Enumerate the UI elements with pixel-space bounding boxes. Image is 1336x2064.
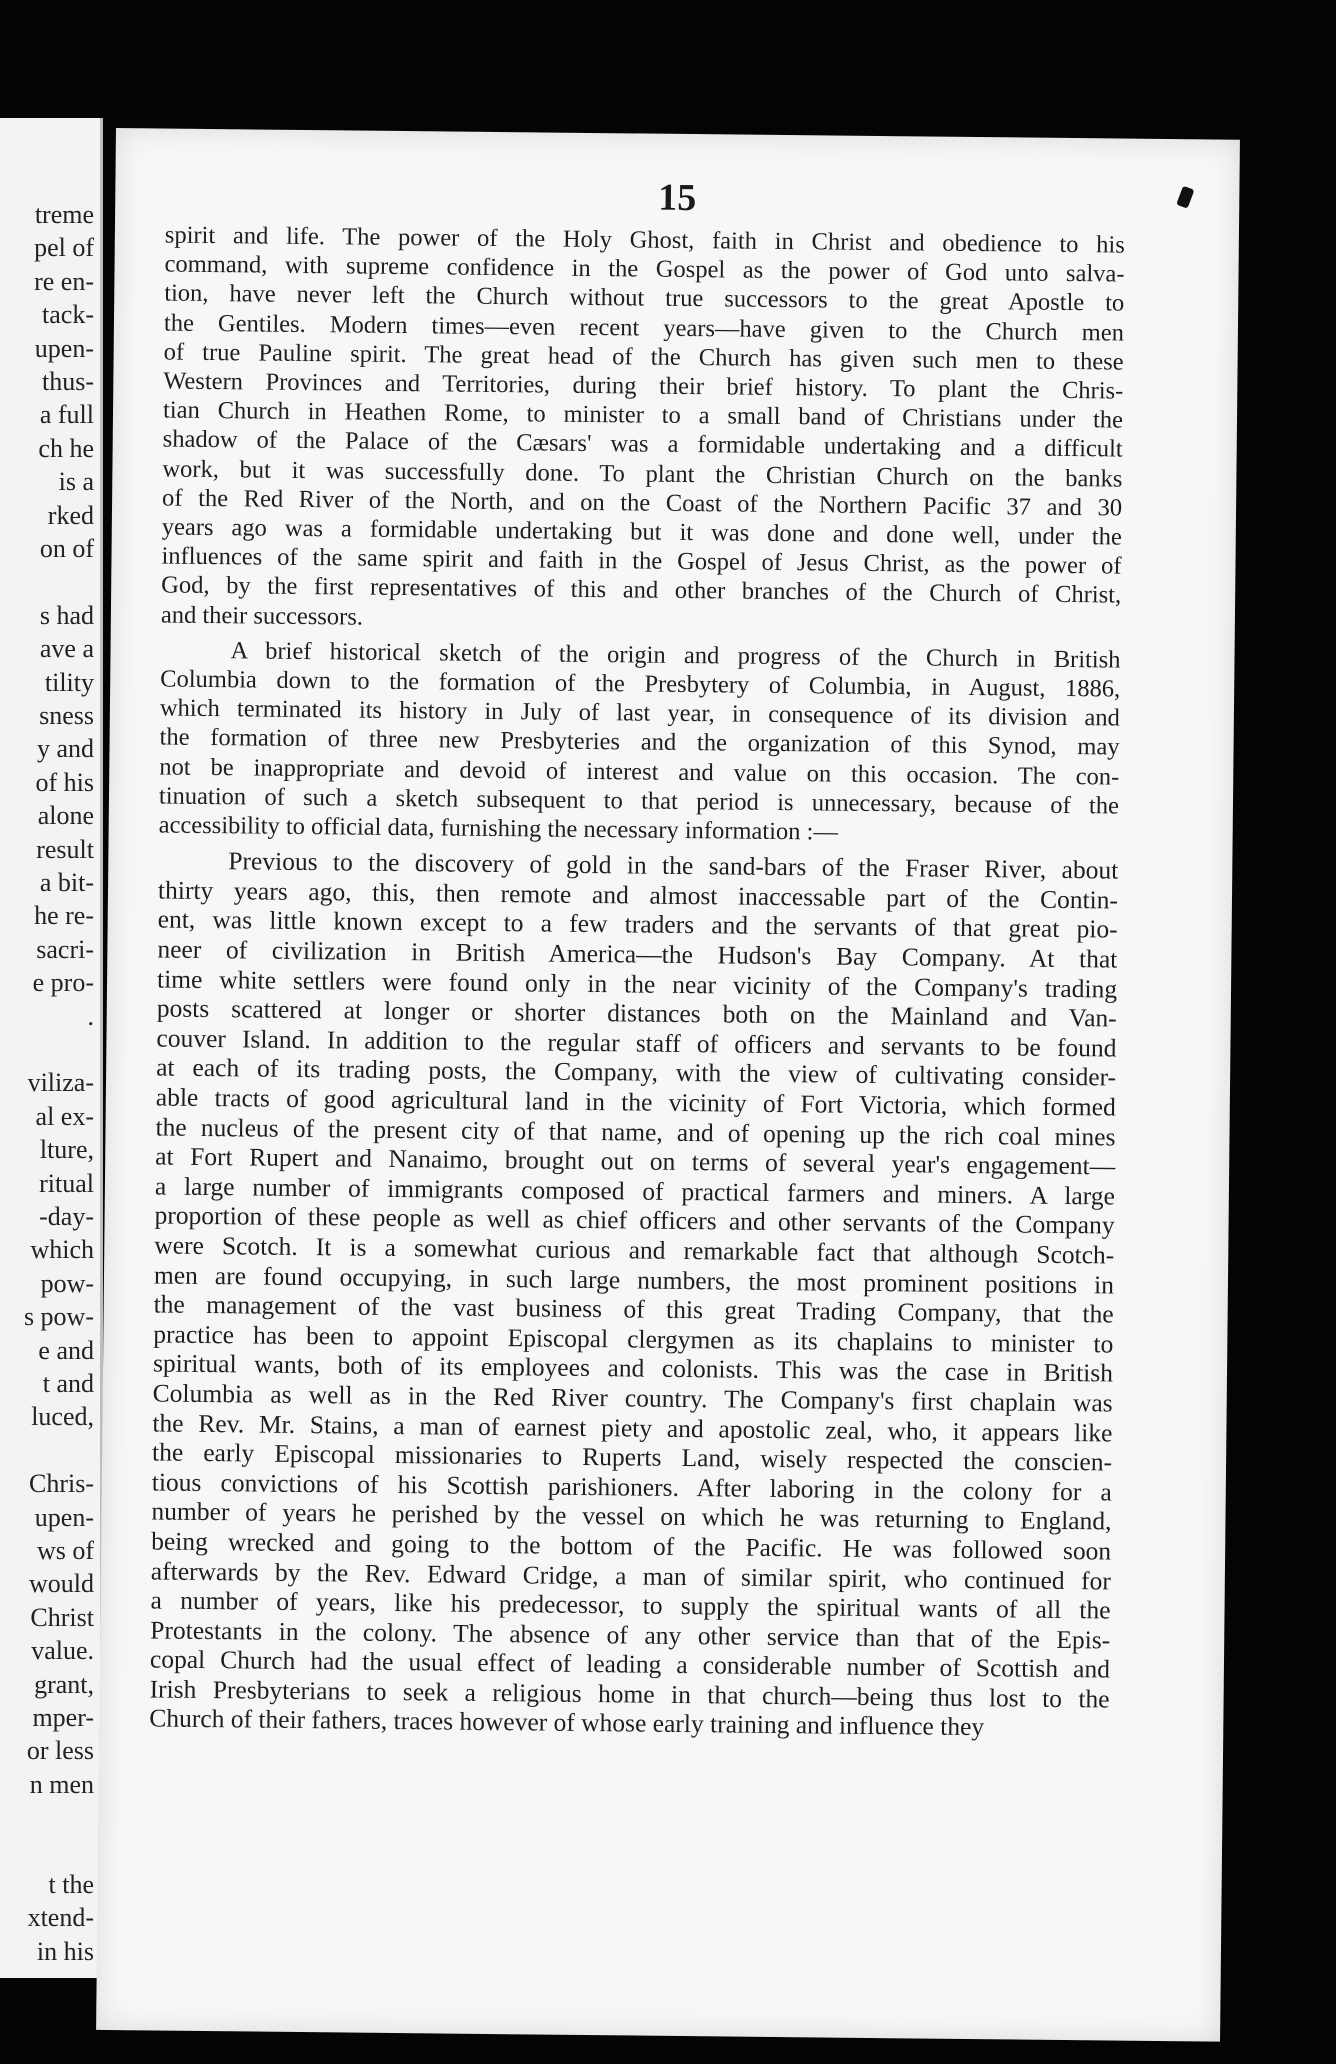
facing-page-fragment: on of bbox=[39, 534, 94, 563]
facing-page-fragment: would bbox=[29, 1569, 94, 1599]
facing-page-fragment: upen- bbox=[34, 1502, 94, 1532]
facing-page-fragment: n men bbox=[29, 1769, 94, 1799]
text-line: spiritual wants, both of its employees and colonists. This was the case in British bbox=[152, 1348, 1114, 1388]
text-line: couver Island. In addition to the regular staff of officers and servants to be found bbox=[156, 1023, 1117, 1063]
facing-page-fragment: a bit- bbox=[39, 868, 94, 897]
text-line: spirit and life. The power of the Holy Ghost, faith in Christ and obedience to his bbox=[164, 221, 1125, 259]
paragraph-3 bbox=[149, 846, 1118, 1744]
facing-page-fragment: which bbox=[30, 1235, 94, 1265]
facing-page-left bbox=[0, 118, 103, 1978]
facing-page-fragment: treme bbox=[34, 200, 94, 229]
text-line: the Gentiles. Modern times—even recent years—have given to the Church men bbox=[163, 309, 1125, 347]
text-line: Church of their fathers, traces however of whose early training and influence they bbox=[149, 1703, 985, 1742]
page-body bbox=[149, 221, 1125, 1750]
text-line: afterwards by the Rev. Edward Cridge, a man of similar spirit, who continued for bbox=[150, 1555, 1111, 1596]
paragraph-1 bbox=[161, 221, 1125, 640]
facing-page-fragment: tack- bbox=[42, 300, 94, 330]
text-line: at Fort Rupert and Nanaimo, brought out on terms of several year's engagement— bbox=[155, 1141, 1116, 1181]
facing-page-fragment: in his bbox=[36, 1936, 94, 1966]
facing-page-fragment: is a bbox=[58, 467, 94, 497]
facing-page-fragment: result bbox=[36, 834, 94, 864]
document-page bbox=[96, 128, 1240, 2042]
facing-page-fragment: e pro- bbox=[32, 968, 94, 998]
text-line: which terminated its history in July of last year, in consequence of its division and bbox=[159, 694, 1121, 732]
facing-page-fragment: pow- bbox=[40, 1268, 94, 1298]
text-line: practice has been to appoint Episcopal clergymen as its chaplains to minister to bbox=[153, 1319, 1114, 1359]
text-line: posts scattered at longer or shorter distances both on the Mainland and Van- bbox=[156, 993, 1117, 1033]
text-line: influences of the same spirit and faith in the Gospel of Jesus Christ, as the power of bbox=[161, 542, 1122, 580]
text-line: God, by the first representatives of this and other branches of the Church of Christ, bbox=[161, 571, 1122, 609]
text-line: the nucleus of the present city of that name, and of opening up the rich coal mines bbox=[155, 1112, 1116, 1152]
facing-page-fragment: . bbox=[87, 1001, 94, 1031]
text-line: of true Pauline spirit. The great head of the Church has given such men to these bbox=[163, 338, 1124, 376]
facing-page-fragment: mper- bbox=[32, 1703, 94, 1732]
text-line: a number of years, like his predecessor, to supply the spiritual wants of all the bbox=[150, 1585, 1111, 1625]
facing-page-fragment: s had bbox=[39, 600, 94, 630]
text-line: shadow of the Palace of the Cæsars' was a formidable undertaking and a difficult bbox=[162, 425, 1123, 463]
text-line: the management of the vast business of this great Trading Company, that the bbox=[153, 1289, 1114, 1329]
facing-page-fragment: a full bbox=[39, 400, 94, 430]
text-line: thirty years ago, this, then remote and almost inaccessable part of the Contin- bbox=[157, 875, 1119, 915]
text-line: not be inappropriate and devoid of interest and value on this occasion. The con- bbox=[159, 753, 1120, 791]
facing-page-fragment: sacri- bbox=[36, 934, 94, 964]
text-line: the Rev. Mr. Stains, a man of earnest piety and apostolic zeal, who, it appears like bbox=[152, 1408, 1113, 1448]
paragraph-2 bbox=[159, 635, 1121, 849]
text-line: neer of civilization in British America—the Hudson's Bay Company. At that bbox=[157, 934, 1118, 974]
text-line: the formation of three new Presbyteries and the organization of this Synod, may bbox=[159, 723, 1120, 761]
facing-page-fragment: Christ bbox=[30, 1602, 94, 1632]
text-line: time white settlers were found only in the near vicinity of the Company's trading bbox=[156, 964, 1118, 1004]
facing-page-fragment: ws of bbox=[36, 1536, 94, 1565]
text-line: accessibility to official data, furnishing the necessary information :— bbox=[158, 811, 839, 846]
facing-page-fragment: t and bbox=[42, 1369, 94, 1398]
text-line: Western Provinces and Territories, during their brief history. To plant the Chris- bbox=[163, 367, 1124, 405]
facing-page-fragment: ave a bbox=[39, 634, 94, 664]
facing-page-fragment: he re- bbox=[34, 901, 94, 931]
facing-page-fragment: al ex- bbox=[35, 1101, 94, 1131]
text-line: able tracts of good agricultural land in the vicinity of Fort Victoria, which formed bbox=[155, 1082, 1116, 1122]
facing-page-fragment: ch he bbox=[38, 433, 94, 463]
facing-page-fragment: -day- bbox=[39, 1202, 94, 1231]
text-line: tinuation of such a sketch subsequent to that period is unnecessary, because of the bbox=[158, 782, 1120, 820]
facing-page-fragment: of his bbox=[35, 767, 94, 797]
facing-page-fragment: e and bbox=[38, 1335, 94, 1365]
facing-page-fragment: thus- bbox=[42, 367, 94, 396]
text-line: work, but it was successfully done. To plant the Christian Church on the banks bbox=[162, 455, 1123, 493]
text-line: ent, was little known except to a few traders and the servants of that great pio- bbox=[157, 904, 1118, 944]
facing-page-fragment: re en- bbox=[34, 266, 94, 296]
facing-page-fragment: t the bbox=[48, 1870, 94, 1899]
text-line: years ago was a formidable undertaking but it was done and done well, under the bbox=[161, 513, 1122, 551]
facing-page-fragment: sness bbox=[39, 701, 94, 730]
text-line: Irish Presbyterians to seek a religious home in that church—being thus lost to the bbox=[149, 1674, 1110, 1714]
text-line: Previous to the discovery of gold in the sand-bars of the Fraser River, about bbox=[228, 846, 1119, 885]
text-line: the early Episcopal missionaries to Ruperts Land, wisely respected the conscien- bbox=[151, 1437, 1113, 1477]
text-line: and their successors. bbox=[160, 601, 364, 631]
facing-page-fragment: Chris- bbox=[29, 1469, 94, 1499]
facing-page-fragment: viliza- bbox=[27, 1068, 94, 1098]
text-line: number of years he perished by the vessel on which he was returning to England, bbox=[151, 1496, 1112, 1536]
facing-page-fragment: or less bbox=[26, 1736, 94, 1766]
text-line: copal Church had the usual effect of leading a considerable number of Scottish and bbox=[149, 1644, 1111, 1684]
text-line: men are found occupying, in such large numbers, the most prominent positions in bbox=[153, 1260, 1115, 1300]
text-line: tion, have never left the Church without true successors to the great Apostle to bbox=[164, 279, 1125, 317]
facing-page-fragment: rked bbox=[47, 500, 94, 530]
facing-page-fragment: ritual bbox=[39, 1168, 94, 1198]
facing-page-fragment: y and bbox=[36, 734, 94, 764]
text-line: command, with supreme confidence in the Gospel as the power of God unto salva- bbox=[164, 250, 1125, 288]
facing-page-fragment: pel of bbox=[34, 233, 94, 263]
facing-page-fragment: luced, bbox=[31, 1402, 94, 1432]
text-line: being wrecked and going to the bottom of the Pacific. He was followed soon bbox=[151, 1526, 1112, 1566]
facing-page-fragment: lture, bbox=[39, 1135, 94, 1165]
facing-page-fragment: upen- bbox=[34, 333, 94, 363]
text-line: at each of its trading posts, the Company, with the view of cultivating consider- bbox=[156, 1052, 1117, 1092]
text-line: A brief historical sketch of the origin and progress of the Church in British bbox=[230, 637, 1121, 674]
text-line: tious convictions of his Scottish parishioners. After laboring in the colony for a bbox=[151, 1467, 1112, 1507]
text-line: Columbia as well as in the Red River country. The Company's first chaplain was bbox=[152, 1378, 1113, 1418]
page-number: 15 bbox=[658, 176, 697, 220]
text-line: a large number of immigrants composed of practical farmers and miners. A large bbox=[154, 1171, 1116, 1211]
facing-page-fragment: alone bbox=[37, 801, 94, 831]
text-line: Protestants in the colony. The absence of any other service than that of the Epis- bbox=[150, 1615, 1111, 1655]
facing-page-fragment: grant, bbox=[34, 1669, 94, 1699]
text-line: were Scotch. It is a somewhat curious and remarkable fact that although Scotch- bbox=[154, 1230, 1115, 1270]
text-line: Columbia down to the formation of the Presbytery of Columbia, in August, 1886, bbox=[160, 665, 1121, 703]
text-line: tian Church in Heathen Rome, to minister to a small band of Christians under the bbox=[162, 396, 1124, 434]
facing-page-fragment: value. bbox=[31, 1636, 94, 1666]
text-line: of the Red River of the North, and on the Coast of the Northern Pacific 37 and 30 bbox=[161, 484, 1123, 522]
facing-page-fragment: tility bbox=[44, 667, 94, 697]
text-line: proportion of these people as well as chief officers and other servants of the Company bbox=[154, 1200, 1115, 1240]
facing-page-fragment: xtend- bbox=[27, 1903, 94, 1933]
facing-page-fragment: s pow- bbox=[23, 1302, 94, 1332]
